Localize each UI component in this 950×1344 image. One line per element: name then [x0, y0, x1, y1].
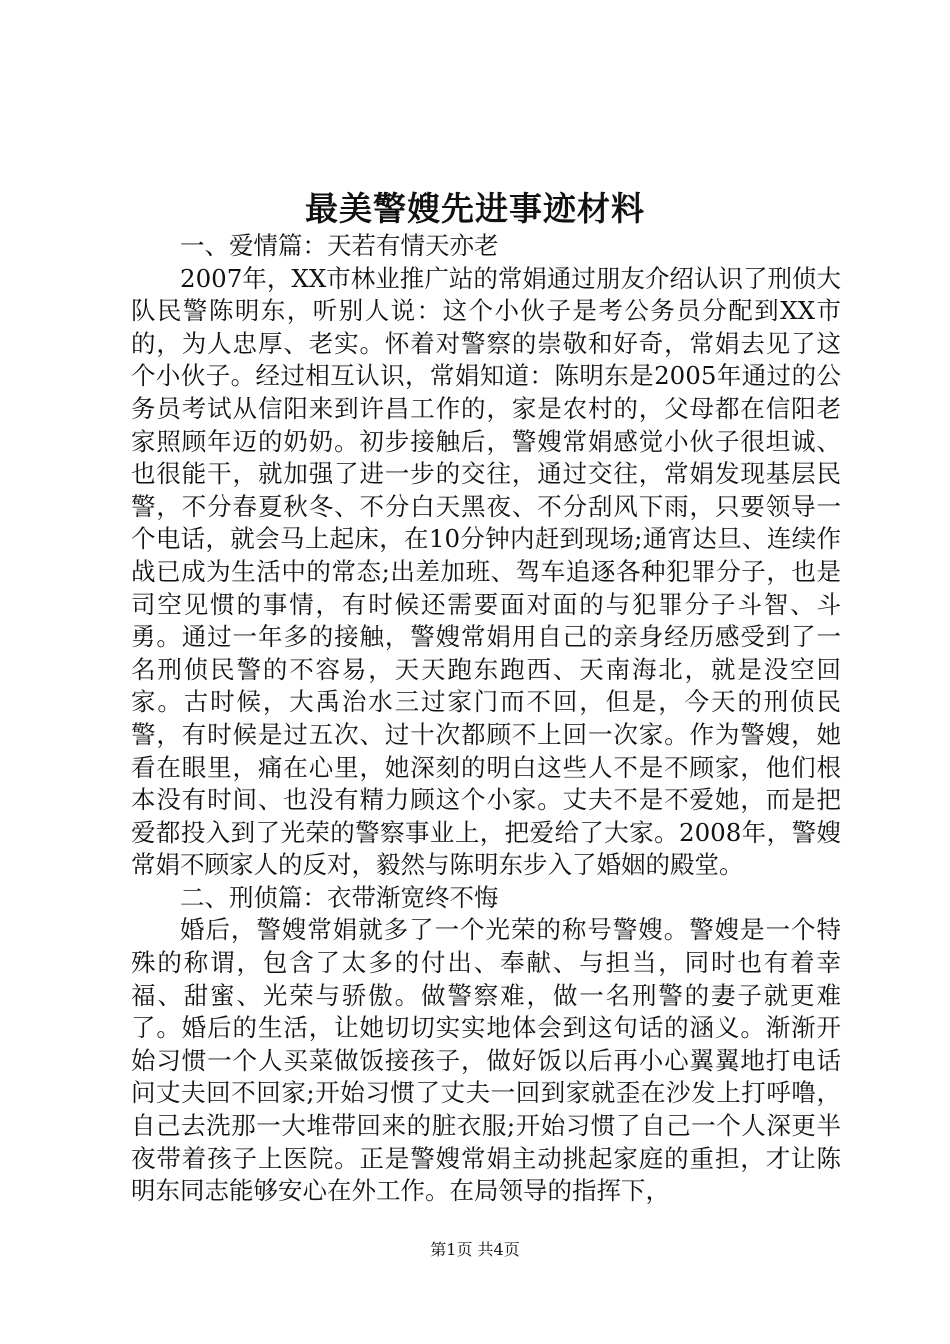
page-footer: 第1页 共4页	[430, 1240, 520, 1259]
document-body	[131, 230, 841, 1208]
body-paragraph: 2007年，XX市林业推广站的常娟通过朋友介绍认识了刑侦大队民警陈明东，听别人说：这个小伙子是考公务员分配到XX市的，为人忠厚、老实。怀着对警察的崇敬和好奇，常娟去见了这个小伙子。经过相互认识，常娟知道：陈明东是2005年通过的公务员考试从信阳来到许昌工作的，家是农村的，父母都在信阳老家照顾年迈的奶奶。初步接触后，警嫂常娟感觉小伙子很坦诚、也很能干，就加强了进一步的交往，通过交往，常娟发现基层民警，不分春夏秋冬、不分白天黑夜、不分刮风下雨，只要领导一个电话，就会马上起床，在10分钟内赶到现场;通宵达旦、连续作战已成为生活中的常态;出差加班、驾车追逐各种犯罪分子，也是司空见惯的事情，有时候还需要面对面的与犯罪分子斗智、斗勇。通过一年多的接触，警嫂常娟用自己的亲身经历感受到了一名刑侦民警的不容易，天天跑东跑西、天南海北，就是没空回家。古时候，大禹治水三过家门而不回，但是，今天的刑侦民警，有时候是过五次、过十次都顾不上回一次家。作为警嫂，她看在眼里，痛在心里，她深刻的明白这些人不是不顾家，他们根本没有时间、也没有精力顾这个小家。丈夫不是不爱她，而是把爱都投入到了光荣的警察事业上，把爱给了大家。2008年，警嫂常娟不顾家人的反对，毅然与陈明东步入了婚姻的殿堂。	[131, 263, 841, 880]
section-heading-criminal-investigation: 二、刑侦篇：衣带渐宽终不悔	[180, 882, 499, 912]
document-title: 最美警嫂先进事迹材料	[305, 189, 645, 228]
body-paragraph: 婚后，警嫂常娟就多了一个光荣的称号警嫂。警嫂是一个特殊的称谓，包含了太多的付出、奉献、与担当，同时也有着幸福、甜蜜、光荣与骄傲。做警察难，做一名刑警的妻子就更难了。婚后的生活，让她切切实实地体会到这句话的涵义。渐渐开始习惯一个人买菜做饭接孩子，做好饭以后再小心翼翼地打电话问丈夫回不回家;开始习惯了丈夫一回到家就歪在沙发上打呼噜，自己去洗那一大堆带回来的脏衣服;开始习惯了自己一个人深更半夜带着孩子上医院。正是警嫂常娟主动挑起家庭的重担，才让陈明东同志能够安心在外工作。在局领导的指挥下，	[131, 915, 841, 1206]
section-heading-love: 一、爱情篇：天若有情天亦老	[180, 231, 499, 260]
